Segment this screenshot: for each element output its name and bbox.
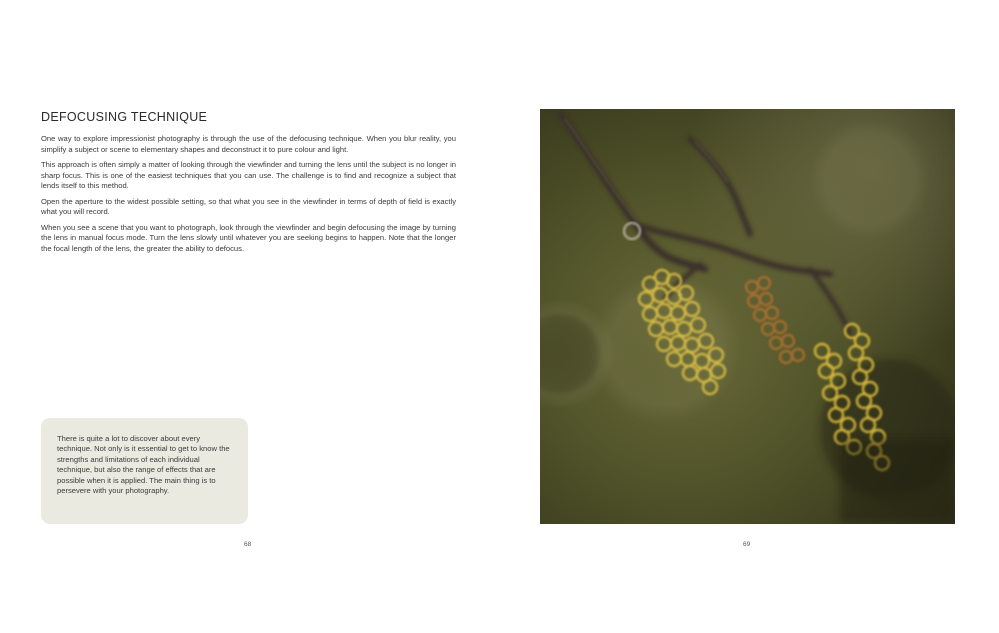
paragraph: When you see a scene that you want to photograph, look through the viewfinder and begin defocusing the image by turning the lens in manual focus mode. Turn the lens slowly until whatever you are seeking begins to happen. Note that the longer the focal length of the lens, the greater the ability to defocus. (41, 222, 456, 253)
body-text (41, 134, 456, 259)
paragraph: One way to explore impressionist photography is through the use of the defocusing technique. When you blur reality, you simplify a subject or scene to elementary shapes and deconstruct it to pure colour and light. (41, 134, 456, 154)
callout-box (41, 418, 248, 524)
right-page (500, 0, 999, 633)
paragraph: Open the aperture to the widest possible setting, so that what you see in the viewfinder in terms of depth of field is exactly what you will record. (41, 196, 456, 216)
page-heading: DEFOCUSING TECHNIQUE (41, 110, 208, 124)
page-number-left: 68 (244, 541, 252, 548)
left-page (0, 0, 499, 633)
photo-illustration (540, 109, 955, 524)
defocused-catkins-photo (540, 109, 955, 524)
callout-text: There is quite a lot to discover about every technique. Not only is it essential to get to know the strengths and limitations of each individual technique, but also the range of effects that are possible when it is applied. The main thing is to persevere with your photography. (57, 434, 230, 496)
page-number-right: 69 (743, 541, 751, 548)
paragraph: This approach is often simply a matter of looking through the viewfinder and turning the lens until the subject is no longer in sharp focus. This is one of the easiest techniques that you can use. The challenge is to find and recognize a subject that lends itself to this method. (41, 160, 456, 190)
